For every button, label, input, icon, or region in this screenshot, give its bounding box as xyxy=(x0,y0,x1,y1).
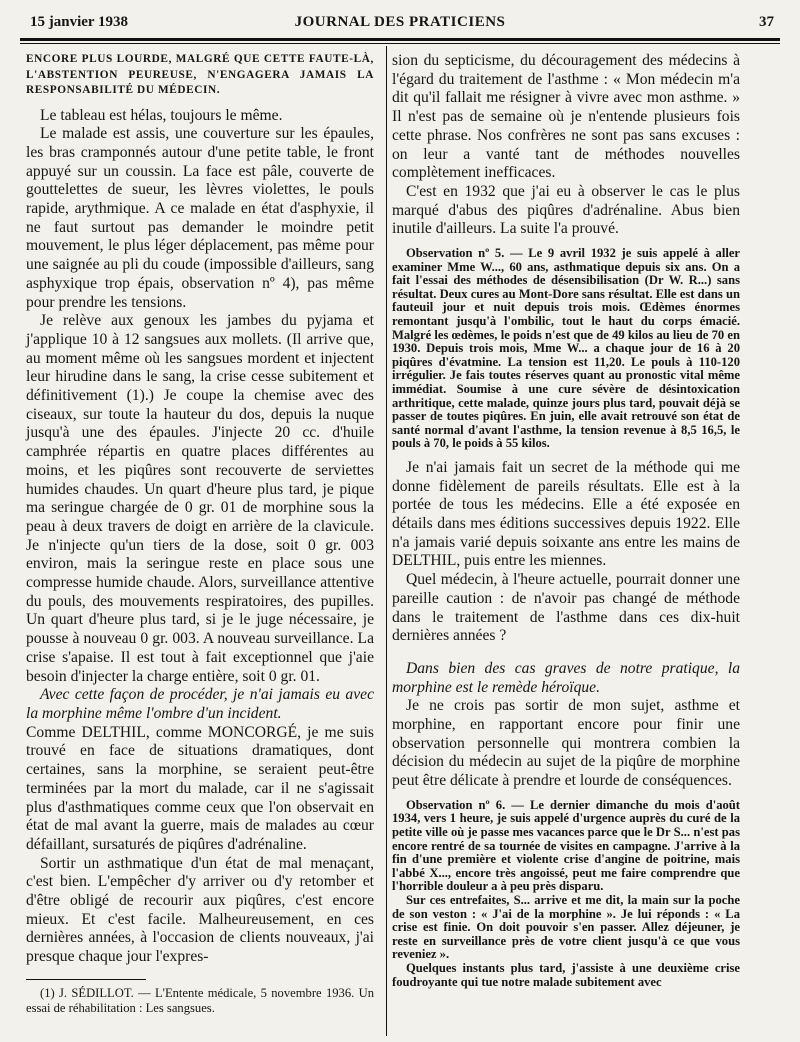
italic-paragraph: Dans bien des cas graves de notre pratique, la morphine est le remède héroïque. xyxy=(392,659,740,696)
observation-5: Observation nº 5. — Le 9 avril 1932 je suis appelé à aller examiner Mme W..., 60 ans, asthmatique depuis six ans. On a fait l'essai des méthodes de désensibilisation (Dr W. R...) sans résultat. Deux cures au Mont-Dore sans résultat. Elle est dans un fauteuil jour et nuit depuis trois mois. Œdèmes énormes remontant jusqu'à l'ombilic, tout le haut du corps émacié. Malgré les œdèmes, le poids n'est que de 49 kilos au lieu de 70 en 1930. Depuis trois mois, Mme W... a chaque jour de 16 à 20 piqûres d'évatmine. La tension est 11,20. Le pouls à 110-120 irrégulier. Je fais toutes réserves quant au pronostic vital même immédiat. Soumise à une cure sévère de désintoxication arthritique, cette malade, quinze jours plus tard, pouvait déjà se passer de toutes piqûres. En juin, elle avait retrouvé son état de santé normal d'avant l'asthme, la tension revenue à 8,5 16,5, le pouls à 70, le poids à 55 kilos. xyxy=(392,246,740,451)
paragraph: C'est en 1932 que j'ai eu à observer le cas le plus marqué d'abus des piqûres d'adrénaline. Abus bien inutile d'ailleurs. La suite l'a prouvé. xyxy=(392,182,740,238)
observation-6-continued: Sur ces entrefaites, S... arrive et me dit, la main sur la poche de son veston : « J'ai de la morphine ». Je lui réponds : « La crise est finie. On doit pouvoir s'en passer. Allez déjeuner, je reste en surveillance près de votre client jusqu'à ce que vous reveniez ». xyxy=(392,893,740,962)
page-header xyxy=(20,14,780,38)
paragraph: Sortir un asthmatique d'un état de mal menaçant, c'est bien. L'empêcher d'y arriver ou d'y retomber et d'être obligé de recourir aux piqûres, c'est encore mieux. Et c'est facile. Malheureusement, en ces dernières années, à l'occasion de clients nouveaux, j'ai presque chaque jour l'expres- xyxy=(26,854,374,966)
paragraph: Comme DELTHIL, comme MONCORGÉ, je me suis trouvé en face de situations dramatiques, dont certaines, sans la morphine, se seraient peut-être terminées par la mort du malade, car il ne s'agissait plus d'asthmatiques comme ceux que l'on observait en état de mal avant la guerre, mais de malades au cœur défaillant, sursaturés de piqûres d'adrénaline. xyxy=(26,723,374,853)
section-heading: ENCORE PLUS LOURDE, MALGRÉ QUE CETTE FAUTE-LÀ, L'ABSTENTION PEUREUSE, N'ENGAGERA JAMAIS LA RESPONSABILITÉ DU MÉDECIN. xyxy=(26,53,374,96)
footnote: (1) J. SÉDILLOT. — L'Entente médicale, 5 novembre 1936. Un essai de réhabilitation : Les sangsues. xyxy=(26,985,374,1015)
column-divider xyxy=(386,46,387,1036)
spacer xyxy=(26,99,374,107)
spacer xyxy=(392,451,740,459)
page-number: 37 xyxy=(759,14,774,30)
italic-paragraph: Avec cette façon de procéder, je n'ai jamais eu avec la morphine même l'ombre d'un incident. xyxy=(26,686,374,722)
observation-6-end: Quelques instants plus tard, j'assiste à une deuxième crise foudroyante qui tue notre malade subitement avec xyxy=(392,961,740,989)
left-column xyxy=(26,52,374,1016)
right-column xyxy=(392,52,740,989)
footnote-rule xyxy=(26,979,146,980)
header-date: 15 janvier 1938 xyxy=(30,14,129,30)
paragraph: Le malade est assis, une couverture sur les épaules, les bras cramponnés autour d'une petite table, le front appuyé sur un coussin. La face est pâle, couverte de gouttelettes de sueur, les lèvres violettes, le pouls rapide, arythmique. A ce malade en état d'asphyxie, il ne faut surtout pas demander le moindre petit mouvement, le plus léger déplacement, pas même pour une saignée au pli du coude (impossible d'ailleurs, sang asphyxique trop épais, observation nº 4), pas même pour prendre les tensions. xyxy=(26,125,374,311)
header-rule xyxy=(20,38,780,41)
paragraph: Je n'ai jamais fait un secret de la méthode qui me donne fidèlement de pareils résultats. Elle est à la portée de tous les médecins. Elle a été exposée en détails dans mes éditions successives depuis 1922. Elle n'a jamais varié depuis soixante ans entre les mains de DELTHIL, puis entre les miennes. xyxy=(392,458,740,570)
paragraph: Je ne crois pas sortir de mon sujet, asthme et morphine, en rapportant encore pour finir une observation personnelle qui montrera combien la décision du médecin au sujet de la piqûre de morphine peut être délicate à prendre et lourde de conséquences. xyxy=(392,697,740,790)
paragraph: sion du septicisme, du découragement des médecins à l'égard du traitement de l'asthme : « Mon médecin m'a dit qu'il fallait me résigner à vivre avec mon asthme. » Il n'est pas de semaine où je n'entende plusieurs fois cette phrase. Nos confrères ne sont pas sans excuses : on leur a vanté tant de méthodes nouvelles complètement inefficaces. xyxy=(392,52,740,182)
paragraph: Quel médecin, à l'heure actuelle, pourrait donner une pareille caution : de n'avoir pas changé de méthode dans le traitement de l'asthme dans ces dix-huit dernières années ? xyxy=(392,571,740,645)
paragraph: Le tableau est hélas, toujours le même. xyxy=(40,106,283,124)
journal-title: JOURNAL DES PRATICIENS xyxy=(294,14,506,30)
header-rule-thin xyxy=(20,43,780,44)
spacer xyxy=(392,646,740,660)
observation-6: Observation nº 6. — Le dernier dimanche du mois d'août 1934, vers 1 heure, je suis appelé d'urgence auprès du curé de la petite ville où je passe mes vacances parce que le Dr S... n'est pas encore rentré de sa tournée de visites en campagne. J'arrive à la fin d'une première et violente crise d'angine de poitrine, mais l'abbé X..., encore très angoissé, peut me faire comprendre que l'horrible douleur a à peu près disparu. xyxy=(392,797,740,894)
paragraph: Je relève aux genoux les jambes du pyjama et j'applique 10 à 12 sangsues aux mollets. (Il arrive que, au moment même où les sangsues mordent et injectent leur hirudine dans le sang, la crise cesse subitement et définitivement (1).) Je coupe la chemise avec des ciseaux, sur toute la hauteur du dos, depuis la nuque jusqu'à une des épaules. J'injecte 20 cc. d'huile camphrée répartis en quatre places différentes au moins, et les piqûres sont recouverte de serviettes humides chaudes. Un quart d'heure plus tard, je pique ma seringue chargée de 0 gr. 01 de morphine sous la peau à deux travers de doigt en arrière de la clavicule. Je n'injecte qu'un tiers de la dose, soit 0 gr. 003 environ, mais la seringue reste en place sous une compresse humide chaude. Alors, surveillance attentive du pouls, des mouvements respiratoires, des pupilles. Un quart d'heure plus tard, si je le juge nécessaire, je pousse à nouveau 0 gr. 003. A nouveau surveillance. La crise s'apaise. Il est tout à fait exceptionnel que j'aie besoin d'injecter la charge entière, soit 0 gr. 01. xyxy=(26,312,374,685)
